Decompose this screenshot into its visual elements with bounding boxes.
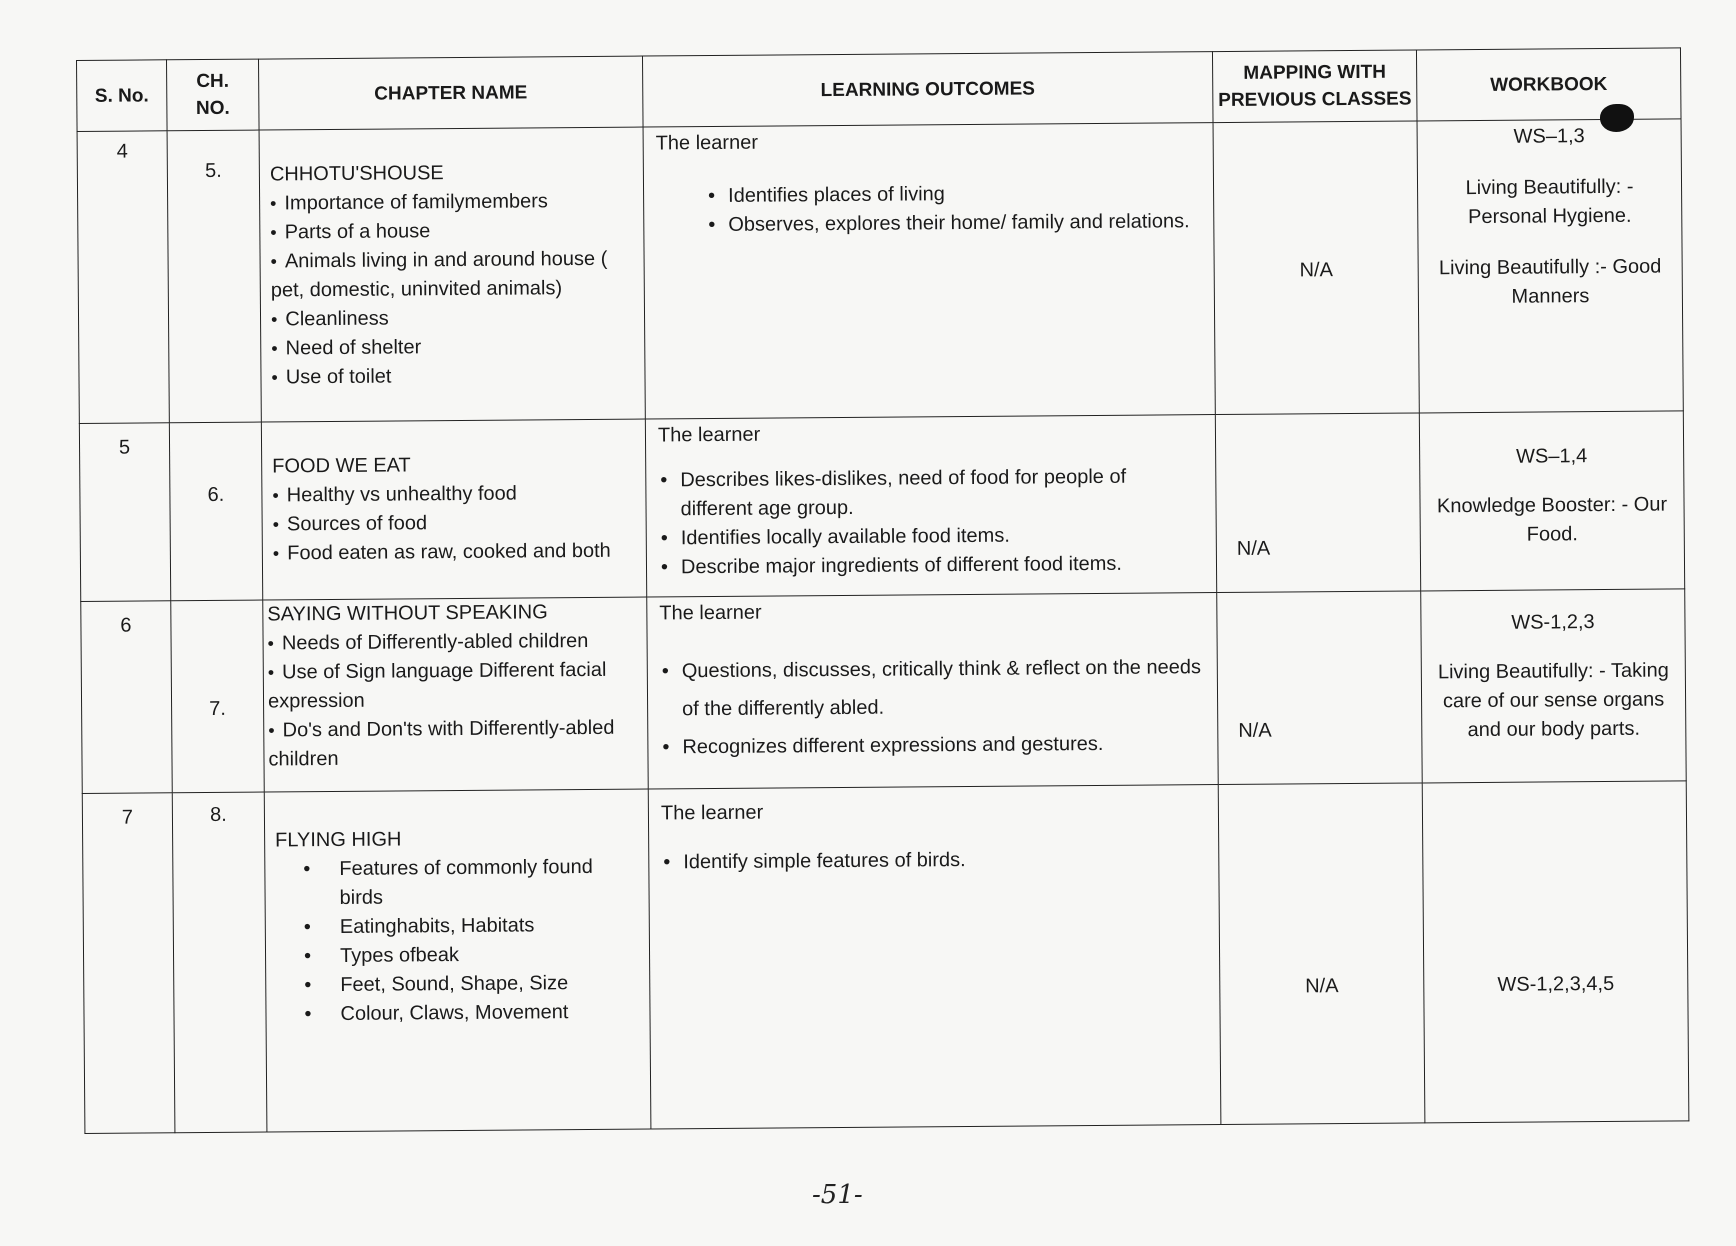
outcome-item: • Observes, explores their home/ family and relations. [706,207,1201,240]
chapter-name-cell [259,127,645,422]
learner-intro: The learner [659,601,762,625]
workbook-cell [1421,589,1686,783]
chapter-title: CHHOTU'SHOUSE [269,162,444,186]
table-header-row [77,48,1682,132]
mapping-cell: N/A [1218,783,1425,1125]
workbook-ref: WS-1,2,3 [1511,611,1595,634]
header-workbook: WORKBOOK [1416,48,1681,121]
header-mapping-line1: MAPPING WITH [1243,61,1386,84]
chapter-point: • Needs of Differently-abled children [267,627,636,659]
mapping-cell: N/A [1217,591,1423,785]
workbook-ref: WS–1,4 [1515,445,1588,468]
header-sno: S. No. [77,60,168,132]
workbook-ref: Knowledge Booster: - Our Food. [1436,493,1668,546]
header-mapping-line2: PREVIOUS CLASSES [1218,88,1412,112]
row-chno: 6. [169,422,262,601]
row-sno: 5 [79,423,170,602]
header-mapping [1212,50,1417,123]
outcome-item: • Identifies locally available food items. [659,520,1204,553]
learning-outcomes-cell [648,785,1221,1129]
curriculum-table [76,47,1689,1134]
table-row [79,411,1684,602]
chapter-point: • Use of Sign language Different facial expression [268,656,637,717]
chapter-point: • Types ofbeak [302,940,639,972]
learner-intro: The learner [655,131,759,155]
header-chapter-name: CHAPTER NAME [258,56,643,130]
learning-outcomes-cell [643,123,1215,419]
chapter-point: • Sources of food [273,508,636,540]
page-number: -51- [812,1180,863,1210]
header-chno [167,59,260,131]
chapter-point: • Colour, Claws, Movement [302,998,639,1030]
workbook-ref: Living Beautifully :- Good Manners [1438,255,1662,308]
chapter-title: SAYING WITHOUT SPEAKING [267,601,548,626]
chapter-point: • Parts of a house [270,216,633,248]
header-chno-line2: NO. [195,97,230,120]
workbook-cell [1422,781,1689,1123]
workbook-cell [1419,411,1684,591]
table-row [81,589,1686,794]
workbook-ref: Living Beautifully: - Taking care of our sense organs and our body parts. [1437,659,1669,742]
chapter-title: FOOD WE EAT [272,454,411,478]
outcome-item: • Describe major ingredients of different food items. [659,549,1204,582]
mapping-cell: N/A [1213,121,1419,415]
chapter-point: • Use of toilet [271,361,634,393]
row-chno: 8. [172,792,267,1133]
header-chno-line1: CH. [196,70,230,93]
outcome-item: • Recognizes different expressions and gestures. [660,724,1205,766]
chapter-name-cell [261,419,646,600]
workbook-cell [1417,119,1683,413]
table-row [82,781,1689,1134]
outcome-item: • Identify simple features of birds. [661,844,1206,877]
outcome-item: • Identifies places of living [706,178,1201,211]
learner-intro: The learner [657,423,761,447]
chapter-name-cell [264,789,651,1132]
workbook-ref: Living Beautifully: - Personal Hygiene. [1465,175,1634,229]
outcome-list [658,462,1204,582]
row-chno: 5. [167,130,261,423]
learning-outcomes-cell [645,415,1216,597]
chapter-point: • Importance of familymembers [270,187,633,219]
chapter-point: • Do's and Don'ts with Differently-abled children [268,714,637,775]
chapter-point-list [301,853,639,1030]
outcome-item: • Questions, discusses, critically think & reflect on the needs of the differently abled. [660,648,1206,728]
chapter-point: • Eatinghabits, Habitats [302,911,639,943]
chapter-point: • Healthy vs unhealthy food [272,479,635,511]
learner-intro: The learner [660,801,764,825]
table-row [77,119,1683,424]
chapter-point: • Need of shelter [271,332,634,364]
outcome-item: • Describes likes-dislikes, need of food for people of different age group. [658,462,1203,524]
workbook-ref: WS–1,3 [1513,125,1585,148]
header-learning-outcomes: LEARNING OUTCOMES [642,52,1213,127]
row-sno: 4 [77,131,169,424]
chapter-name-cell [263,597,648,792]
chapter-title: FLYING HIGH [275,828,402,852]
learning-outcomes-cell [647,593,1218,789]
chapter-point: • Food eaten as raw, cooked and both [273,537,636,569]
row-sno: 6 [81,601,173,794]
outcome-list [661,844,1206,877]
chapter-point: • Animals living in and around house ( pet, domestic, uninvited animals) [270,245,633,306]
outcome-list [660,648,1206,766]
workbook-ref: WS-1,2,3,4,5 [1497,972,1615,996]
chapter-point: • Cleanliness [271,303,634,335]
chapter-point: • Feet, Sound, Shape, Size [302,969,639,1001]
mapping-cell: N/A [1215,413,1420,593]
row-chno: 7. [171,600,265,793]
row-sno: 7 [82,793,175,1134]
chapter-point: • Features of commonly found birds [301,853,638,914]
outcome-list [706,178,1201,240]
